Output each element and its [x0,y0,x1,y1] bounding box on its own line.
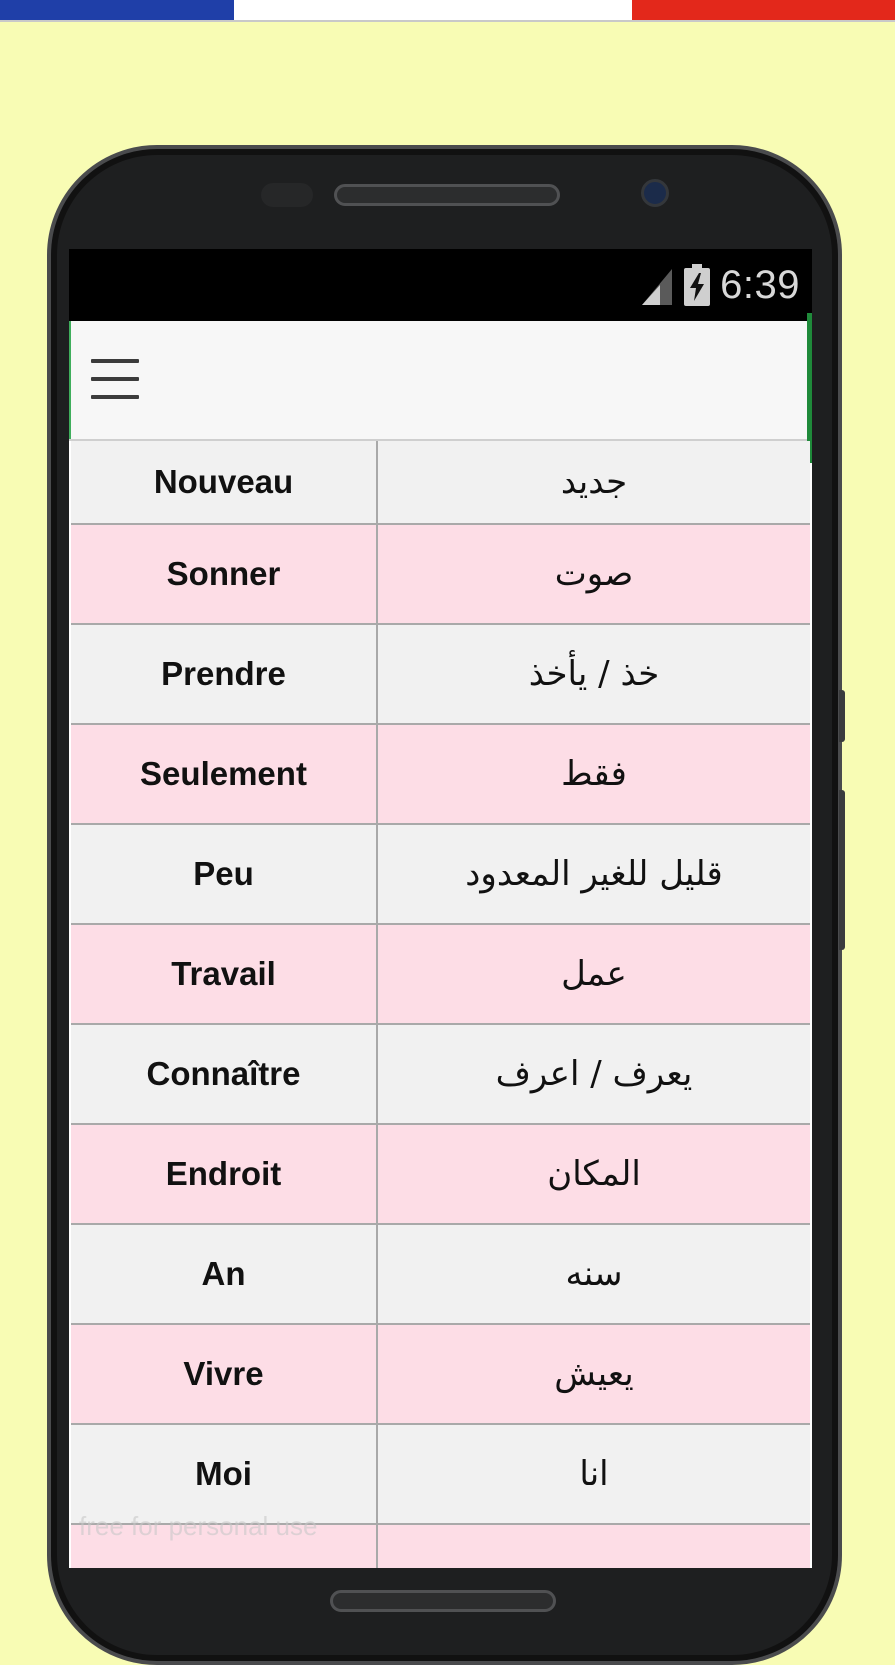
power-button [839,690,845,742]
flag-white-stripe [234,0,632,20]
volume-button [839,790,845,950]
arabic-translation: صوت [554,554,634,594]
table-row[interactable] [71,525,810,625]
table-row[interactable] [71,441,810,525]
arabic-translation: يعرف / اعرف [495,1054,693,1094]
flag-divider [0,20,895,22]
french-word: Connaître [71,1025,378,1123]
french-word: Peu [71,825,378,923]
table-row[interactable] [71,1225,810,1325]
arabic-translation: عمل [561,954,627,994]
hamburger-menu-icon[interactable] [91,357,139,401]
flag-blue-stripe [0,0,234,20]
status-bar [69,249,812,321]
signal-icon [640,265,674,305]
french-word: Nouveau [71,441,378,523]
arabic-translation: يعيش [554,1354,634,1394]
flag-red-stripe [632,0,895,20]
table-row[interactable] [71,725,810,825]
proximity-sensor [261,183,313,207]
french-word: Endroit [71,1125,378,1223]
table-row[interactable] [71,1425,810,1525]
arabic-translation: انا [579,1454,609,1494]
french-word: Moi [71,1425,378,1523]
bottom-speaker [330,1590,556,1612]
table-row[interactable] [71,1125,810,1225]
table-row[interactable] [71,1025,810,1125]
arabic-translation: فقط [561,754,627,794]
arabic-translation: جديد [560,462,628,502]
table-row[interactable] [71,625,810,725]
french-word: Seulement [71,725,378,823]
phone-screen [69,249,812,1568]
earpiece-speaker [334,184,560,206]
table-row[interactable] [71,825,810,925]
arabic-translation: خذ / يأخذ [528,654,660,694]
french-word: Prendre [71,625,378,723]
watermark: free for personal use [79,1511,318,1541]
battery-charging-icon [684,264,710,306]
front-camera-icon [641,179,669,207]
table-row[interactable] [71,925,810,1025]
arabic-translation [378,1525,810,1568]
arabic-translation: المكان [547,1154,641,1194]
vocabulary-table [71,441,810,1568]
edge-glow [69,321,71,439]
table-row[interactable] [71,1325,810,1425]
status-icons [640,263,800,307]
french-word: Travail [71,925,378,1023]
french-word: An [71,1225,378,1323]
arabic-translation: قليل للغير المعدود [465,854,723,894]
arabic-translation: سنه [565,1254,623,1294]
status-clock: 6:39 [720,262,800,307]
french-word: Vivre [71,1325,378,1423]
french-flag-banner [0,0,895,20]
app-toolbar [69,321,812,441]
french-word: Sonner [71,525,378,623]
